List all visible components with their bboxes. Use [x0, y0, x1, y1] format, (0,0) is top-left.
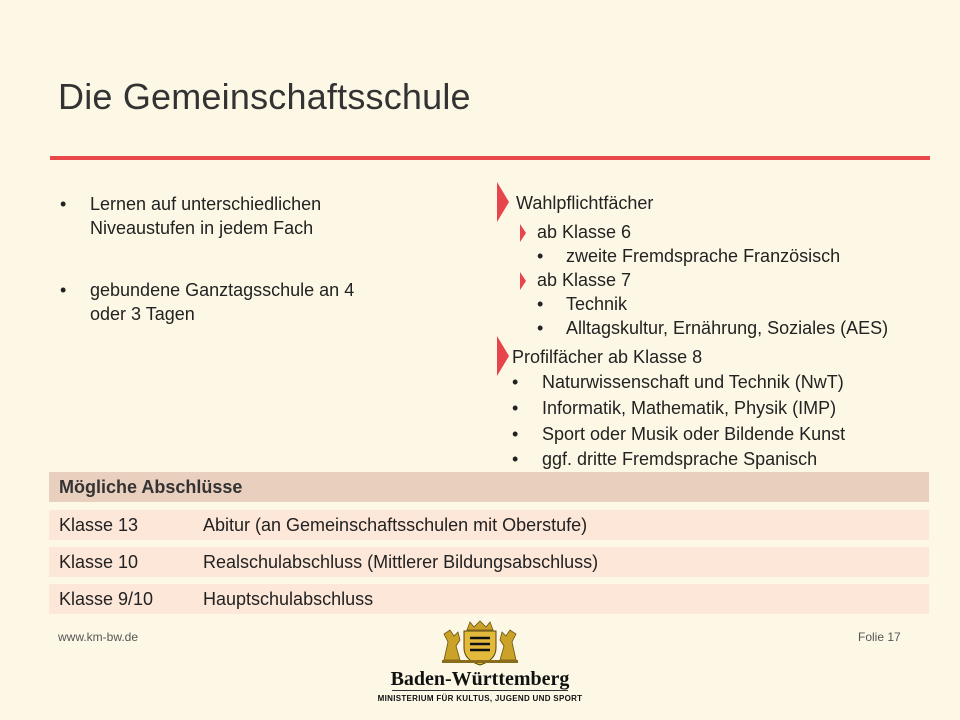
list-item: Sport oder Musik oder Bildende Kunst — [542, 424, 846, 444]
coat-of-arms-icon — [440, 620, 520, 666]
table-header: Mögliche Abschlüsse — [49, 472, 929, 502]
footer-url: www.km-bw.de — [58, 630, 139, 644]
brand-name: Baden-Württemberg — [390, 668, 570, 690]
arrow-right-icon — [497, 182, 509, 222]
bullet-icon: • — [512, 398, 519, 418]
arrow-right-icon — [520, 224, 526, 242]
page-title: Die Gemeinschaftsschule — [58, 76, 471, 117]
brand-divider — [392, 690, 568, 691]
list-item-line: oder 3 Tagen — [90, 304, 195, 324]
list-item: Naturwissenschaft und Technik (NwT) — [542, 372, 844, 392]
slide-number: Folie 17 — [858, 630, 901, 644]
profil-heading: Profilfächer ab Klasse 8 — [512, 347, 703, 367]
arrow-right-icon — [520, 272, 526, 290]
list-item: Informatik, Mathematik, Physik (IMP) — [542, 398, 837, 418]
list-item-line: Lernen auf unterschiedlichen — [90, 194, 322, 214]
table-row — [49, 547, 929, 577]
wahlpflicht-heading: Wahlpflichtfächer — [516, 193, 654, 213]
bullet-icon: • — [60, 280, 67, 300]
abschluesse-table — [49, 472, 929, 614]
bullet-icon: • — [512, 449, 519, 469]
klasse7-label: ab Klasse 7 — [537, 270, 632, 290]
title-divider — [50, 156, 930, 160]
bullet-icon: • — [512, 372, 519, 392]
table-cell-abschluss: Abitur (an Gemeinschaftsschulen mit Oberstufe) — [203, 515, 588, 535]
list-item-line: Niveaustufen in jedem Fach — [90, 218, 314, 238]
table-cell-klasse: Klasse 13 — [59, 515, 139, 535]
klasse6-label: ab Klasse 6 — [537, 222, 632, 242]
bullet-icon: • — [537, 318, 544, 338]
bullet-icon: • — [512, 424, 519, 444]
list-item — [58, 278, 438, 326]
list-item-line: gebundene Ganztagsschule an 4 — [90, 280, 355, 300]
table-row — [49, 584, 929, 614]
table-cell-abschluss: Realschulabschluss (Mittlerer Bildungsabschluss) — [203, 552, 599, 572]
table-cell-abschluss: Hauptschulabschluss — [203, 589, 374, 609]
ministry-name: MINISTERIUM FÜR KULTUS, JUGEND UND SPORT — [377, 694, 583, 703]
table-row — [49, 510, 929, 540]
table-cell-klasse: Klasse 9/10 — [59, 589, 154, 609]
list-item: Alltagskultur, Ernährung, Soziales (AES) — [566, 318, 889, 338]
list-item: ggf. dritte Fremdsprache Spanisch — [542, 449, 818, 469]
bullet-icon: • — [60, 194, 67, 214]
left-bullet-list — [58, 192, 438, 326]
table-cell-klasse: Klasse 10 — [59, 552, 139, 572]
list-item: zweite Fremdsprache Französisch — [566, 246, 841, 266]
bullet-icon: • — [537, 246, 544, 266]
list-item: Technik — [566, 294, 628, 314]
list-item — [58, 192, 438, 240]
bullet-icon: • — [537, 294, 544, 314]
arrow-right-icon — [497, 336, 509, 376]
